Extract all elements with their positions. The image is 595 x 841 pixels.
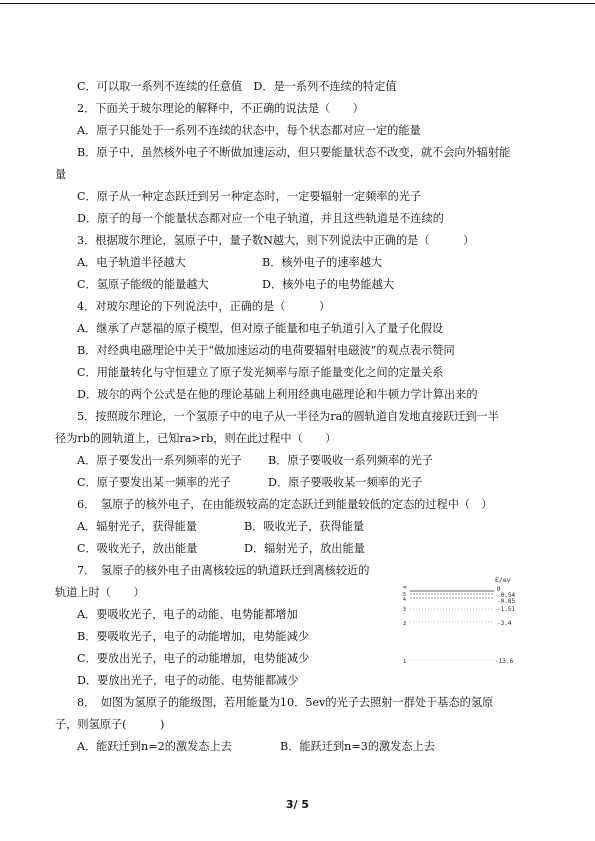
q2-option-d: D．原子的每一个能量状态都对应一个电子轨道，并且这些轨道是不连续的 bbox=[77, 212, 444, 225]
n-label-2: 2 bbox=[403, 621, 407, 627]
q2-option-a: A．原子只能处于一系列不连续的状态中，每个状态都对应一定的能量 bbox=[77, 124, 421, 137]
e-label-2: -3.4 bbox=[497, 620, 512, 627]
n-label-3: 3 bbox=[403, 607, 407, 613]
q4-option-a: A．继承了卢瑟福的原子模型，但对原子能量和电子轨道引入了量子化假设 bbox=[77, 322, 444, 335]
e-label-4: -0.85 bbox=[497, 598, 516, 605]
e-label-5: -0.54 bbox=[497, 592, 516, 599]
q2-option-b-cont: 量 bbox=[55, 168, 67, 181]
diagram-unit-label: E/ev bbox=[495, 576, 511, 584]
q4-option-c: C．用能量转化与守恒建立了原子发光频率与原子能量变化之间的定量关系 bbox=[77, 366, 444, 379]
q8-option-a: A．能跃迁到n=2的激发态上去 bbox=[77, 740, 232, 753]
q3-option-d: D．核外电子的电势能越大 bbox=[262, 278, 395, 291]
q6-option-c: C．吸收光子，放出能量 bbox=[77, 542, 198, 555]
q5-stem: 5．按照玻尔理论，一个氢原子中的电子从一半径为ra的圆轨道自发地直接跃迁到一半 bbox=[77, 410, 499, 423]
q7-stem: 7． 氢原子的核外电子由离核较远的轨道跃迁到离核较近的 bbox=[77, 564, 370, 577]
q7-option-c: C．要放出光子，电子的动能增加，电势能减少 bbox=[77, 652, 310, 665]
q4-option-d: D．玻尔的两个公式是在他的理论基础上利用经典电磁理论和牛顿力学计算出来的 bbox=[77, 388, 478, 401]
q3-stem: 3．根据玻尔理论，氢原子中，量子数N越大，则下列说法中正确的是（ ） bbox=[77, 234, 475, 247]
q2-option-c: C．原子从一种定态跃迁到另一种定态时，一定要辐射一定频率的光子 bbox=[77, 190, 422, 203]
page-number: 3/ 5 bbox=[285, 798, 310, 811]
q6-option-b: B．吸收光子，获得能量 bbox=[244, 520, 365, 533]
q5-stem-cont: 径为rb的圆轨道上，已知ra>rb，则在此过程中（ ） bbox=[55, 432, 337, 445]
q8-option-b: B．能跃迁到n=3的激发态上去 bbox=[280, 740, 435, 753]
q4-option-b: B．对经典电磁理论中关于“做加速运动的电荷要辐射电磁波”的观点表示赞同 bbox=[77, 344, 455, 357]
e-label-1: -13.6 bbox=[495, 658, 514, 665]
q5-option-a: A．原子要发出一系列频率的光子 bbox=[77, 454, 242, 467]
q1-option-cd: C．可以取一系列不连续的任意值 D．是一系列不连续的特定值 bbox=[77, 80, 397, 93]
q6-stem: 6． 氢原子的核外电子，在由能级较高的定态跃迁到能量较低的定态的过程中（ ） bbox=[77, 498, 493, 511]
q4-stem: 4．对玻尔理论的下列说法中，正确的是（ ） bbox=[77, 300, 331, 313]
q7-option-a: A．要吸收光子，电子的动能、电势能都增加 bbox=[77, 608, 298, 621]
q3-option-a: A．电子轨道半径越大 bbox=[77, 256, 186, 269]
q7-option-b: B．要吸收光子，电子的动能增加，电势能减少 bbox=[77, 630, 309, 643]
q3-option-b: B．核外电子的速率越大 bbox=[262, 256, 383, 269]
q5-option-c: C．原子要发出某一频率的光子 bbox=[77, 476, 231, 489]
q8-stem-cont: 子，则氢原子( ) bbox=[55, 718, 165, 731]
q6-option-a: A．辐射光子，获得能量 bbox=[77, 520, 197, 533]
q2-stem: 2．下面关于玻尔理论的解释中，不正确的说法是（ ） bbox=[77, 102, 364, 115]
q6-option-d: D．辐射光子，放出能量 bbox=[244, 542, 365, 555]
q5-option-d: D．原子要吸收某一频率的光子 bbox=[268, 476, 423, 489]
e-label-3: -1.51 bbox=[497, 606, 516, 613]
n-label-1: 1 bbox=[403, 659, 407, 665]
q2-option-b: B．原子中，虽然核外电子不断做加速运动，但只要能量状态不改变，就不会向外辐射能 bbox=[77, 146, 511, 159]
n-label-inf: ∞ bbox=[403, 584, 407, 591]
n-label-5: 5 bbox=[403, 592, 407, 598]
q8-stem: 8． 如图为氢原子的能级图，若用能量为10．5ev的光子去照射一群处于基态的氢原 bbox=[77, 696, 494, 709]
q3-option-c: C．氢原子能级的能量越大 bbox=[77, 278, 209, 291]
q7-option-d: D．要放出光子，电子的动能、电势能都减少 bbox=[77, 674, 299, 687]
header-rule bbox=[0, 3, 595, 4]
e-label-inf: 0 bbox=[497, 586, 501, 593]
n-label-4: 4 bbox=[403, 597, 407, 603]
energy-level-diagram bbox=[400, 574, 520, 666]
q5-option-b: B．原子要吸收一系列频率的光子 bbox=[268, 454, 433, 467]
q7-stem-cont: 轨道上时（ ） bbox=[55, 586, 145, 599]
